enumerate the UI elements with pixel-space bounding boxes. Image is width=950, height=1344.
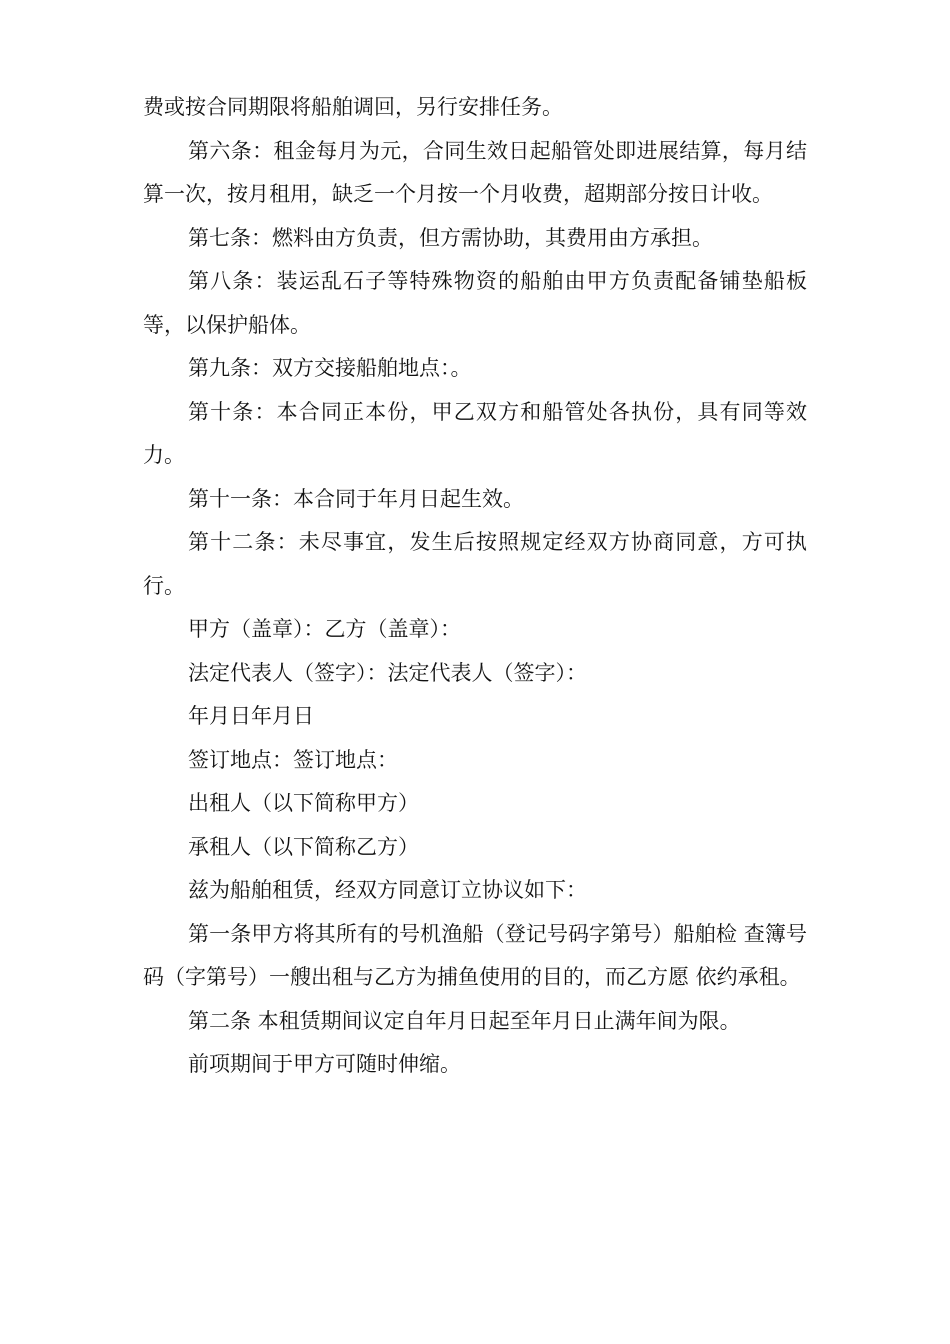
signing-place-line: 签订地点：签订地点： bbox=[188, 747, 398, 772]
lessee-line: 承租人（以下简称乙方） bbox=[188, 834, 419, 859]
article-6: 第六条：租金每月为元，合同生效日起船管处即进展结算，每月结算一次，按月租用，缺乏一个月按一个月收费，超期部分按日计收。 bbox=[143, 138, 807, 206]
lessor-line: 出租人（以下简称甲方） bbox=[188, 791, 419, 815]
date-line: 年月日年月日 bbox=[188, 704, 314, 728]
article-2: 第二条 本租赁期间议定自年月日起至年月日止满年间为限。 bbox=[188, 1008, 741, 1033]
article-10: 第十条：本合同正本份，甲乙双方和船管处各执份，具有同等效力。 bbox=[143, 399, 807, 467]
seal-line: 甲方（盖章）：乙方（盖章）： bbox=[188, 617, 461, 641]
article-11: 第十一条：本合同于年月日起生效。 bbox=[188, 486, 524, 511]
document-body bbox=[143, 86, 807, 1087]
article-7: 第七条：燃料由方负责，但方需协助，其费用由方承担。 bbox=[188, 225, 713, 250]
signature-line: 法定代表人（签字）：法定代表人（签字）： bbox=[188, 660, 587, 685]
paragraph-continuation: 费或按合同期限将船舶调回，另行安排任务。 bbox=[143, 95, 563, 119]
article-2-note: 前项期间于甲方可随时伸缩。 bbox=[188, 1052, 461, 1076]
article-1: 第一条甲方将其所有的号机渔船（登记号码字第号）船舶检 查簿号码（字第号）一艘出租与乙方为捕鱼使用的目的，而乙方愿 依约承租。 bbox=[143, 921, 807, 989]
article-12: 第十二条：未尽事宜，发生后按照规定经双方协商同意，方可执行。 bbox=[143, 530, 807, 598]
preamble: 兹为船舶租赁，经双方同意订立协议如下： bbox=[188, 878, 587, 902]
article-8: 第八条：装运乱石子等特殊物资的船舶由甲方负责配备铺垫船板等，以保护船体。 bbox=[143, 269, 807, 337]
article-9: 第九条：双方交接船舶地点：。 bbox=[188, 356, 472, 380]
